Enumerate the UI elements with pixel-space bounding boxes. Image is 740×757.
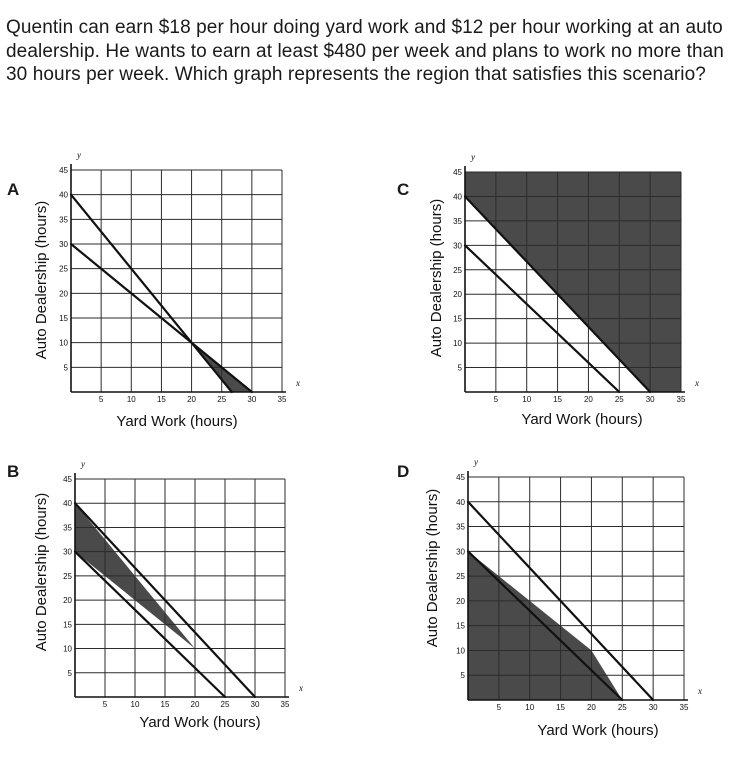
shaded-region-c — [465, 172, 681, 392]
y-tick-label-b-30: 30 — [63, 547, 72, 557]
y-axis-symbol-d: y — [474, 457, 478, 467]
x-tick-label-b-10: 10 — [130, 700, 140, 709]
y-tick-label-c-30: 30 — [453, 241, 462, 251]
y-tick-label-d-10: 10 — [456, 646, 465, 656]
x-axis-symbol-d: x — [698, 686, 702, 696]
y-tick-label-d-25: 25 — [456, 572, 465, 582]
x-tick-label-a-5: 5 — [98, 395, 104, 404]
y-tick-label-b-45: 45 — [63, 475, 72, 484]
x-tick-label-b-20: 20 — [190, 700, 200, 709]
x-tick-label-b-35: 35 — [280, 700, 290, 709]
y-tick-label-a-25: 25 — [59, 264, 68, 274]
x-tick-label-d-10: 10 — [525, 703, 535, 712]
y-tick-label-d-15: 15 — [456, 621, 465, 631]
x-tick-label-c-25: 25 — [614, 395, 624, 404]
y-axis-symbol-a: y — [77, 150, 81, 160]
y-tick-label-d-40: 40 — [456, 497, 465, 507]
x-axis-symbol-a: x — [296, 378, 300, 388]
x-tick-label-b-30: 30 — [250, 700, 260, 709]
graph-a — [33, 150, 300, 430]
x-tick-label-c-5: 5 — [493, 395, 499, 404]
y-tick-label-a-30: 30 — [59, 240, 68, 249]
y-tick-label-b-25: 25 — [63, 571, 72, 581]
y-tick-label-c-5: 5 — [457, 363, 462, 373]
x-tick-label-c-15: 15 — [553, 395, 563, 404]
y-axis-label-c: Auto Dealership (hours) — [428, 198, 445, 358]
x-axis-label-b: Yard Work (hours) — [139, 714, 261, 731]
y-tick-label-a-10: 10 — [59, 338, 68, 348]
x-axis-label-c: Yard Work (hours) — [521, 411, 643, 428]
x-tick-label-a-25: 25 — [217, 395, 227, 404]
x-tick-label-d-25: 25 — [617, 703, 627, 712]
x-axis-label-a: Yard Work (hours) — [116, 413, 238, 430]
y-tick-label-d-45: 45 — [456, 473, 465, 482]
y-tick-label-c-25: 25 — [453, 265, 462, 275]
x-tick-label-d-20: 20 — [586, 703, 596, 712]
y-axis-label-b: Auto Dealership (hours) — [33, 492, 50, 652]
y-tick-label-c-15: 15 — [453, 314, 462, 324]
graph-c — [428, 152, 699, 428]
y-axis-symbol-b: y — [81, 459, 85, 469]
graph-b — [33, 459, 303, 731]
y-tick-label-d-35: 35 — [456, 522, 465, 532]
y-tick-label-d-20: 20 — [456, 596, 465, 606]
panel-letter-d: D — [397, 462, 410, 481]
panel-letter-a: A — [7, 180, 20, 199]
x-tick-label-c-30: 30 — [645, 395, 655, 404]
y-tick-label-b-10: 10 — [63, 644, 72, 654]
y-tick-label-c-10: 10 — [453, 339, 462, 349]
y-tick-label-b-40: 40 — [63, 499, 72, 509]
x-tick-label-a-35: 35 — [277, 395, 287, 404]
graph-d — [424, 457, 702, 739]
x-tick-label-d-30: 30 — [648, 703, 658, 712]
y-axis-symbol-c: y — [471, 152, 475, 162]
y-tick-label-a-45: 45 — [59, 166, 68, 175]
y-tick-label-a-40: 40 — [59, 190, 68, 200]
y-tick-label-a-35: 35 — [59, 215, 68, 225]
y-tick-label-c-20: 20 — [453, 290, 462, 300]
x-axis-label-d: Yard Work (hours) — [537, 722, 659, 739]
panel-letter-c: C — [397, 180, 410, 199]
x-tick-label-a-20: 20 — [187, 395, 197, 404]
y-tick-label-b-20: 20 — [63, 596, 72, 606]
y-tick-label-c-40: 40 — [453, 192, 462, 202]
x-tick-label-d-15: 15 — [556, 703, 566, 712]
x-tick-label-a-10: 10 — [126, 395, 136, 404]
x-tick-label-b-25: 25 — [220, 700, 230, 709]
y-tick-label-a-15: 15 — [59, 314, 68, 323]
x-tick-label-b-5: 5 — [102, 700, 108, 709]
y-tick-label-c-35: 35 — [453, 216, 462, 226]
y-tick-label-d-5: 5 — [460, 671, 465, 681]
x-tick-label-d-5: 5 — [496, 703, 502, 712]
y-tick-label-c-45: 45 — [453, 168, 462, 177]
x-tick-label-c-10: 10 — [522, 395, 532, 404]
question-text: Quentin can earn $18 per hour doing yard work and $12 per hour working at an auto dealership. He wants to earn at least $480 per week and plans to work no more than 30 hours per week. Which graph represents the region that satisfies this scenario? — [6, 17, 724, 85]
x-tick-label-c-20: 20 — [583, 395, 593, 404]
y-tick-label-b-5: 5 — [67, 668, 72, 678]
panel-letter-b: B — [7, 462, 20, 481]
x-tick-label-a-30: 30 — [247, 395, 257, 404]
x-tick-label-b-15: 15 — [160, 700, 170, 709]
x-tick-label-d-35: 35 — [679, 703, 689, 712]
y-tick-label-a-20: 20 — [59, 289, 68, 299]
x-tick-label-a-15: 15 — [156, 395, 166, 404]
y-tick-label-b-15: 15 — [63, 620, 72, 630]
x-tick-label-c-35: 35 — [676, 395, 686, 404]
y-tick-label-d-30: 30 — [456, 547, 465, 557]
y-tick-label-b-35: 35 — [63, 523, 72, 533]
y-axis-label-d: Auto Dealership (hours) — [424, 488, 441, 648]
x-axis-symbol-c: x — [695, 378, 699, 388]
x-axis-symbol-b: x — [299, 683, 303, 693]
y-tick-label-a-5: 5 — [63, 363, 68, 373]
y-axis-label-a: Auto Dealership (hours) — [33, 200, 50, 360]
